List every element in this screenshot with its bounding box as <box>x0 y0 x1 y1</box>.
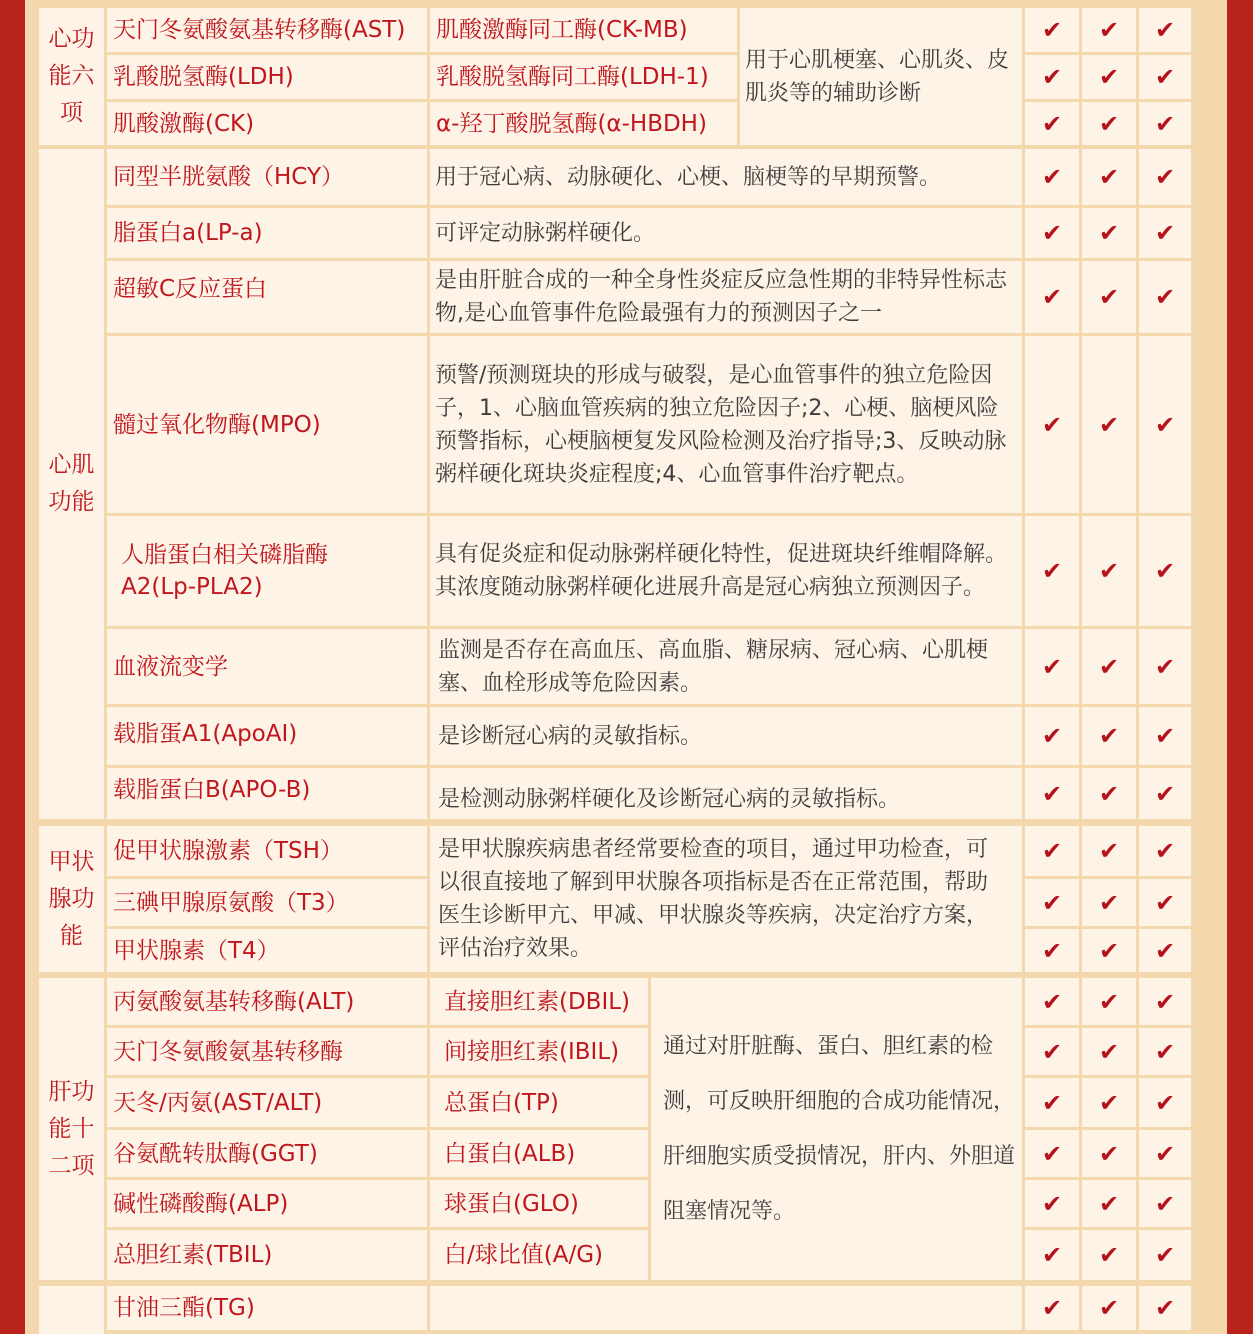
item-name <box>107 208 427 258</box>
check-icon: ✔ <box>1025 336 1079 513</box>
check-icon: ✔ <box>1139 208 1191 258</box>
item-label: 三碘甲腺原氨酸（T3） <box>113 889 349 916</box>
check-icon: ✔ <box>1082 149 1136 205</box>
check-icon: ✔ <box>1139 978 1191 1025</box>
item-label: 乳酸脱氢酶(LDH) <box>113 64 294 90</box>
check-icon: ✔ <box>1139 1078 1191 1127</box>
check-icon: ✔ <box>1025 929 1079 972</box>
check-icon: ✔ <box>1025 208 1079 258</box>
item-name <box>107 1286 427 1330</box>
item-name <box>107 768 427 819</box>
item-label: 肌酸激酶同工酶(CK-MB) <box>436 17 688 43</box>
item-label: 促甲状腺激素（TSH） <box>113 838 343 864</box>
item-label: 直接胆红素(DBIL) <box>444 988 631 1015</box>
description-text: 是由肝脏合成的一种全身性炎症反应急性期的非特异性标志物,是心血管事件危险最强有力的预测因子之一 <box>435 268 1008 326</box>
check-icon: ✔ <box>1139 1286 1191 1330</box>
item-label: 超敏C反应蛋白 <box>113 276 268 302</box>
check-icon: ✔ <box>1139 1130 1191 1177</box>
check-icon: ✔ <box>1025 55 1079 99</box>
item-name <box>107 102 427 145</box>
item-name <box>107 336 427 513</box>
check-icon: ✔ <box>1025 149 1079 205</box>
item-name <box>107 516 427 626</box>
check-icon: ✔ <box>1082 516 1136 626</box>
check-icon: ✔ <box>1139 879 1191 926</box>
check-icon: ✔ <box>1082 208 1136 258</box>
check-icon: ✔ <box>1082 826 1136 876</box>
check-icon: ✔ <box>1139 629 1191 704</box>
item-label: α-羟丁酸脱氢酶(α-HBDH) <box>436 110 707 137</box>
item-description <box>430 826 1022 972</box>
item-description <box>430 1286 1022 1330</box>
check-icon: ✔ <box>1082 768 1136 819</box>
check-icon: ✔ <box>1025 1286 1079 1330</box>
check-icon: ✔ <box>1082 8 1136 52</box>
description-text: 通过对肝脏酶、蛋白、胆红素的检测，可反映肝细胞的合成功能情况，肝细胞实质受损情况，肝内、外胆道阻塞情况等。 <box>663 1034 1016 1224</box>
check-icon: ✔ <box>1082 102 1136 145</box>
item-name <box>430 1028 648 1075</box>
description-text: 具有促炎症和促动脉粥样硬化特性，促进斑块纤维帽降解。其浓度随动脉粥样硬化进展升高是冠心病独立预测因子。 <box>435 542 1008 600</box>
check-icon: ✔ <box>1082 55 1136 99</box>
description-text: 监测是否存在高血压、高血脂、糖尿病、冠心病、心肌梗塞、血栓形成等危险因素。 <box>438 637 989 696</box>
group-title-text: 心肌功能 <box>48 452 95 515</box>
item-label: 血液流变学 <box>113 653 228 680</box>
item-label: 总胆红素(TBIL) <box>113 1242 273 1268</box>
item-label: 天门冬氨酸氨基转移酶(AST) <box>113 17 406 43</box>
item-label: 间接胆红素(IBIL) <box>444 1038 620 1065</box>
check-icon: ✔ <box>1025 1078 1079 1127</box>
item-description <box>430 516 1022 626</box>
item-label: 载脂蛋白B(APO-B) <box>113 777 311 803</box>
check-icon: ✔ <box>1025 978 1079 1025</box>
check-icon: ✔ <box>1025 261 1079 333</box>
check-icon: ✔ <box>1025 629 1079 704</box>
description-text: 用于心肌梗塞、心肌炎、皮肌炎等的辅助诊断 <box>745 47 1010 106</box>
group-title-liver <box>39 978 104 1280</box>
check-icon: ✔ <box>1025 826 1079 876</box>
item-name <box>107 707 427 765</box>
check-icon: ✔ <box>1139 707 1191 765</box>
check-icon: ✔ <box>1139 55 1191 99</box>
check-icon: ✔ <box>1082 336 1136 513</box>
group-title-cardiac-enzymes <box>39 8 104 145</box>
group-title-myocardial <box>39 149 104 819</box>
check-icon: ✔ <box>1139 826 1191 876</box>
item-label: 总蛋白(TP) <box>444 1089 559 1116</box>
item-label: 同型半胱氨酸（HCY） <box>113 164 344 190</box>
group-title-text: 肝功能十二项 <box>48 1078 95 1179</box>
check-icon: ✔ <box>1025 879 1079 926</box>
item-name <box>430 978 648 1025</box>
item-description <box>430 629 1022 704</box>
check-icon: ✔ <box>1139 1180 1191 1227</box>
item-label: 丙氨酸氨基转移酶(ALT) <box>113 988 355 1015</box>
item-name <box>107 879 427 926</box>
check-icon: ✔ <box>1082 1078 1136 1127</box>
item-description <box>430 336 1022 513</box>
check-icon: ✔ <box>1082 629 1136 704</box>
check-icon: ✔ <box>1139 768 1191 819</box>
check-icon: ✔ <box>1082 1130 1136 1177</box>
check-icon: ✔ <box>1082 1230 1136 1280</box>
item-name <box>107 826 427 876</box>
item-label: 肌酸激酶(CK) <box>113 110 255 137</box>
item-name <box>107 1078 427 1127</box>
checkup-table <box>33 0 1195 1334</box>
description-text: 用于冠心病、动脉硬化、心梗、脑梗等的早期预警。 <box>435 164 942 190</box>
item-name <box>107 1230 427 1280</box>
check-icon: ✔ <box>1082 707 1136 765</box>
item-label: 脂蛋白a(LP-a) <box>113 220 263 246</box>
check-icon: ✔ <box>1082 1180 1136 1227</box>
item-name <box>107 629 427 704</box>
item-name <box>107 978 427 1025</box>
item-label: 甲状腺素（T4） <box>113 937 280 964</box>
item-description <box>430 208 1022 258</box>
check-icon: ✔ <box>1082 1286 1136 1330</box>
group-title-lipids <box>39 1286 104 1334</box>
item-name <box>107 8 427 52</box>
item-label: 乳酸脱氢酶同工酶(LDH-1) <box>436 64 709 90</box>
item-name <box>430 1078 648 1127</box>
check-icon: ✔ <box>1082 261 1136 333</box>
check-icon: ✔ <box>1025 1028 1079 1075</box>
description-text: 预警/预测斑块的形成与破裂，是心血管事件的独立危险因子，1、心脑血管疾病的独立危险因子;2、心梗、脑梗风险预警指标，心梗脑梗复发风险检测及治疗指导;3、反映动脉粥样硬化斑块炎症程度;4、心血管事件治疗靶点。 <box>435 362 1007 487</box>
group-title-text: 心功能六项 <box>48 26 95 126</box>
check-icon: ✔ <box>1025 516 1079 626</box>
item-label: 甘油三酯(TG) <box>113 1295 255 1321</box>
item-description <box>430 707 1022 765</box>
item-name <box>430 55 737 99</box>
item-label: 白/球比值(A/G) <box>444 1242 604 1268</box>
item-name <box>430 102 737 145</box>
check-icon: ✔ <box>1025 1230 1079 1280</box>
item-description <box>430 149 1022 205</box>
check-icon: ✔ <box>1139 8 1191 52</box>
check-icon: ✔ <box>1082 929 1136 972</box>
check-icon: ✔ <box>1139 149 1191 205</box>
check-icon: ✔ <box>1139 102 1191 145</box>
check-icon: ✔ <box>1082 1028 1136 1075</box>
description-text: 可评定动脉粥样硬化。 <box>435 220 656 246</box>
check-icon: ✔ <box>1025 102 1079 145</box>
description-text: 是甲状腺疾病患者经常要检查的项目，通过甲功检查，可以很直接地了解到甲状腺各项指标是否在正常范围，帮助医生诊断甲亢、甲减、甲状腺炎等疾病，决定治疗方案，评估治疗效果。 <box>438 837 989 961</box>
group-title-text: 甲状腺功能 <box>48 848 95 949</box>
check-icon: ✔ <box>1139 1230 1191 1280</box>
description-text: 是诊断冠心病的灵敏指标。 <box>438 723 703 749</box>
item-name <box>107 929 427 972</box>
check-icon: ✔ <box>1025 768 1079 819</box>
item-description <box>740 8 1022 145</box>
group-title-thyroid <box>39 826 104 972</box>
check-icon: ✔ <box>1025 1130 1079 1177</box>
item-label: 髓过氧化物酶(MPO) <box>113 411 321 438</box>
item-description <box>430 261 1022 333</box>
item-label: 载脂蛋A1(ApoAI) <box>113 721 298 747</box>
item-name <box>430 1180 648 1227</box>
item-label: 天门冬氨酸氨基转移酶 <box>113 1038 343 1065</box>
item-name <box>430 1230 648 1280</box>
item-description <box>651 978 1022 1280</box>
item-name <box>430 8 737 52</box>
check-icon: ✔ <box>1082 879 1136 926</box>
check-icon: ✔ <box>1139 1028 1191 1075</box>
item-name <box>430 1130 648 1177</box>
item-label: 碱性磷酸酶(ALP) <box>113 1190 289 1217</box>
description-text: 是检测动脉粥样硬化及诊断冠心病的灵敏指标。 <box>438 787 901 812</box>
check-icon: ✔ <box>1025 1180 1079 1227</box>
item-label: 人脂蛋白相关磷脂酶A2(Lp-PLA2) <box>121 542 328 600</box>
check-icon: ✔ <box>1082 978 1136 1025</box>
item-name <box>107 1028 427 1075</box>
item-description <box>430 768 1022 819</box>
check-icon: ✔ <box>1139 929 1191 972</box>
check-icon: ✔ <box>1025 8 1079 52</box>
item-name <box>107 1180 427 1227</box>
check-icon: ✔ <box>1139 336 1191 513</box>
item-label: 谷氨酰转肽酶(GGT) <box>113 1140 318 1167</box>
item-label: 白蛋白(ALB) <box>444 1140 576 1167</box>
item-name <box>107 1130 427 1177</box>
item-name <box>107 149 427 205</box>
check-icon: ✔ <box>1139 261 1191 333</box>
item-label: 球蛋白(GLO) <box>444 1190 579 1217</box>
check-icon: ✔ <box>1139 516 1191 626</box>
item-name <box>107 261 427 333</box>
item-label: 天冬/丙氨(AST/ALT) <box>113 1089 323 1116</box>
item-name <box>107 55 427 99</box>
check-icon: ✔ <box>1025 707 1079 765</box>
